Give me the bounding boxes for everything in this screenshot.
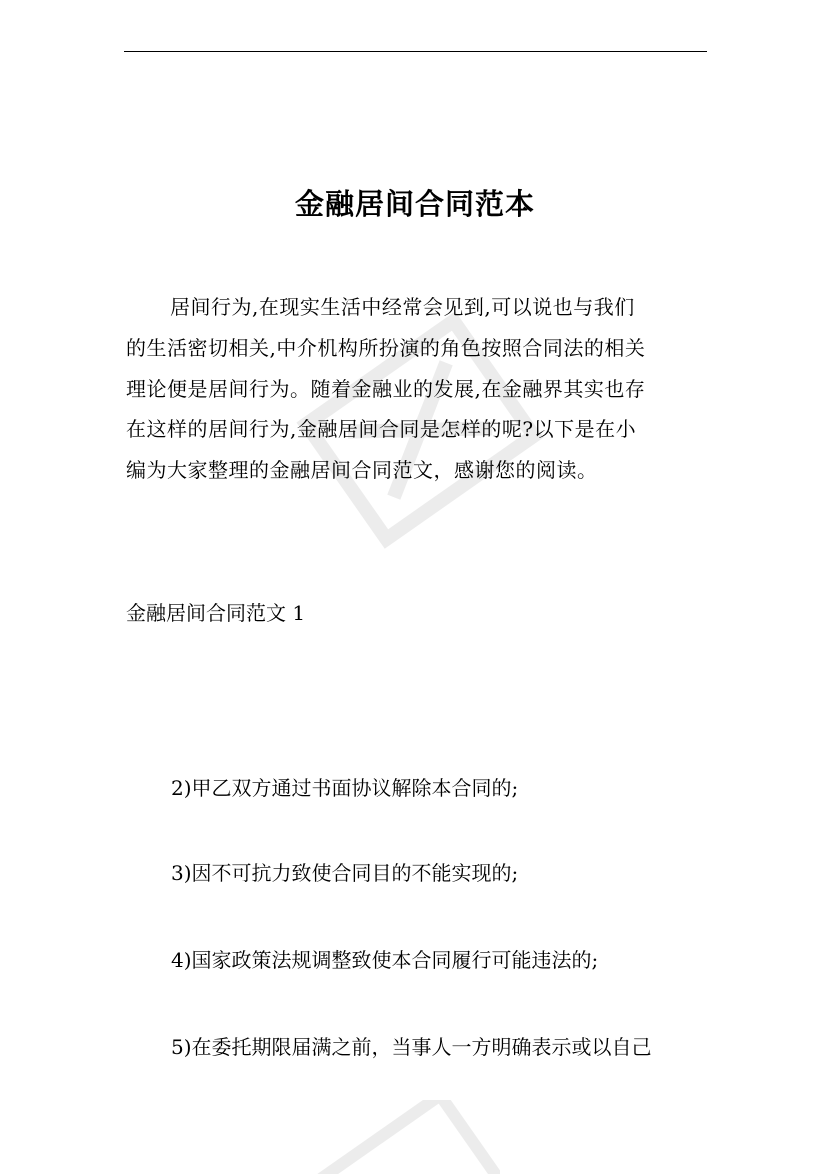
intro-line: 居间行为,在现实生活中经常会见到,可以说也与我们 <box>170 295 635 319</box>
document-title: 金融居间合同范本 <box>294 187 535 221</box>
section-heading: 金融居间合同范文 1 <box>126 601 306 625</box>
intro-paragraph <box>126 287 709 491</box>
clause-item: 5)在委托期限届满之前，当事人一方明确表示或以自己 <box>171 1035 652 1059</box>
header-rule <box>124 51 707 52</box>
clause-item: 4)国家政策法规调整致使本合同履行可能违法的; <box>171 948 599 972</box>
intro-line: 的生活密切相关,中介机构所扮演的角色按照合同法的相关 <box>126 335 646 360</box>
clause-item: 2)甲乙双方通过书面协议解除本合同的; <box>171 776 519 800</box>
intro-line: 理论便是居间行为。随着金融业的发展,在金融界其实也存 <box>126 376 646 401</box>
intro-line: 编为大家整理的金融居间合同范文，感谢您的阅读。 <box>126 458 598 483</box>
watermark-icon <box>300 1100 500 1174</box>
intro-line: 在这样的居间行为,金融居间合同是怎样的呢?以下是在小 <box>126 417 637 442</box>
clause-item: 3)因不可抗力致使合同目的不能实现的; <box>171 861 519 885</box>
